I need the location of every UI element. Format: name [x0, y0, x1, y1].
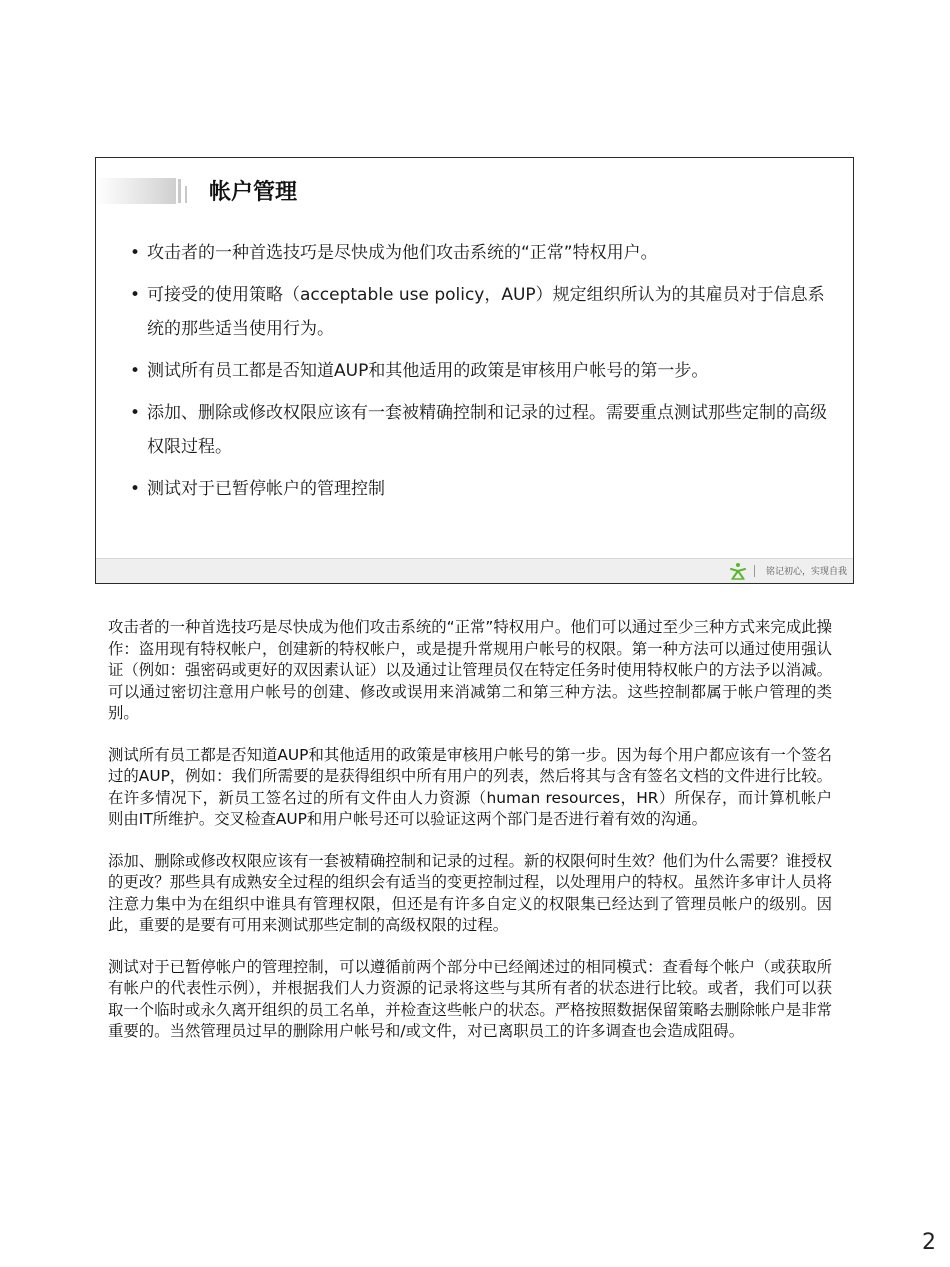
footer-slogan: 铭记初心，实现自我: [765, 567, 847, 577]
slide-title: 帐户管理: [209, 180, 298, 205]
slide-bullet-text: 可接受的使用策略（acceptable use policy，AUP）规定组织所认为的其雇员对于信息系统的那些适当使用行为。: [147, 285, 825, 339]
bullet-dot-icon: •: [130, 479, 141, 499]
footer-divider: [754, 565, 755, 577]
slide-frame: [95, 157, 854, 584]
slide-bullet: [128, 472, 838, 506]
slide-bullet-text: 添加、删除或修改权限应该有一套被精确控制和记录的过程。需要重点测试那些定制的高级权限过程。: [147, 403, 827, 457]
title-accent-tick: [185, 186, 187, 203]
slide-footer: [96, 558, 853, 583]
slide-bullet-text: 攻击者的一种首选技巧是尽快成为他们攻击系统的“正常”特权用户。: [147, 243, 658, 263]
bullet-dot-icon: •: [130, 285, 141, 305]
title-accent-bar: [96, 178, 176, 204]
title-accent-tick: [178, 179, 181, 203]
notes-paragraph: 测试所有员工都是否知道AUP和其他适用的政策是审核用户帐号的第一步。因为每个用户都应该有一个签名过的AUP，例如：我们所需要的是获得组织中所有用户的列表，然后将其与含有签名文档的文件进行比较。在许多情况下，新员工签名过的所有文件由人力资源（human resources，HR）所保存，而计算机帐户则由IT所维护。交叉检查AUP和用户帐号还可以验证这两个部门是否进行着有效的沟通。: [108, 745, 832, 828]
page-number: 2: [922, 1230, 936, 1255]
notes-paragraph: 测试对于已暂停帐户的管理控制，可以遵循前两个部分中已经阐述过的相同模式：查看每个帐户（或获取所有帐户的代表性示例），并根据我们人力资源的记录将这些与其所有者的状态进行比较。或者，我们可以获取一个临时或永久离开组织的员工名单，并检查这些帐户的状态。严格按照数据保留策略去删除帐户是非常重要的。当然管理员过早的删除用户帐号和/或文件，对已离职员工的许多调查也会造成阻碍。: [108, 957, 832, 1040]
slide-bullet-list: [128, 236, 838, 514]
slide-bullet: [128, 354, 838, 388]
slide-bullet-text: 测试所有员工都是否知道AUP和其他适用的政策是审核用户帐号的第一步。: [147, 361, 709, 381]
notes-paragraph: 攻击者的一种首选技巧是尽快成为他们攻击系统的“正常”特权用户。他们可以通过至少三种方式来完成此操作：盗用现有特权帐户，创建新的特权帐户，或是提升常规用户帐号的权限。第一种方法可以通过使用强认证（例如：强密码或更好的双因素认证）以及通过让管理员仅在特定任务时使用特权帐户的方法予以消减。可以通过密切注意用户帐号的创建、修改或误用来消减第二和第三种方法。这些控制都属于帐户管理的类别。: [108, 618, 832, 722]
speaker-notes: [108, 617, 832, 1063]
notes-paragraph: 添加、删除或修改权限应该有一套被精确控制和记录的过程。新的权限何时生效？他们为什么需要？谁授权的更改？那些具有成熟安全过程的组织会有适当的变更控制过程，以处理用户的特权。虽然许多审计人员将注意力集中为在组织中谁具有管理权限，但还是有许多自定义的权限集已经达到了管理员帐户的级别。因此，重要的是要有可用来测试那些定制的高级权限的过程。: [108, 851, 832, 934]
slide-bullet-text: 测试对于已暂停帐户的管理控制: [147, 479, 385, 499]
bullet-dot-icon: •: [130, 403, 141, 423]
slide-bullet: [128, 278, 838, 346]
bullet-dot-icon: •: [130, 361, 141, 381]
slide-bullet: [128, 396, 838, 464]
green-figure-logo-icon: [729, 562, 747, 580]
bullet-dot-icon: •: [130, 243, 141, 263]
slide-bullet: [128, 236, 838, 270]
